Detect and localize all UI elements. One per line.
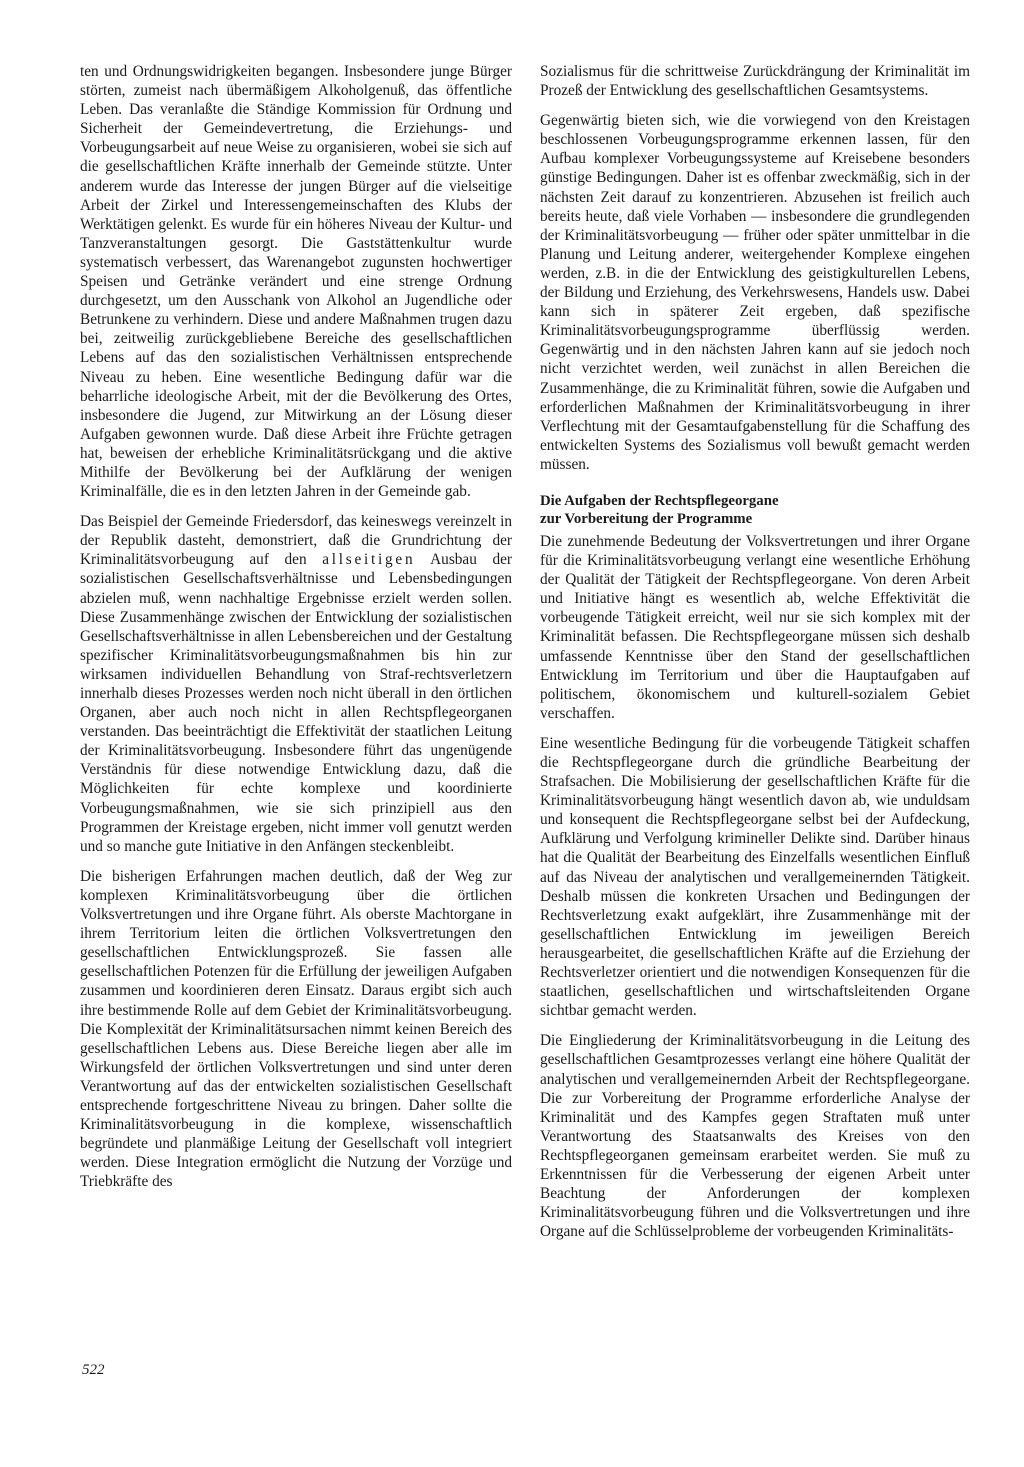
paragraph: Gegenwärtig bieten sich, wie die vorwiegend von den Kreistagen beschlossenen Vorbeugungsprogramme erkennen lassen, für den Aufbau komplexer Vorbeugungssysteme auf Kreisebene besonders günstige Bedingungen. Daher ist es offenbar zweckmäßig, sich in der nächsten Zeit darauf zu konzentrieren. Abzusehen ist freilich auch bereits heute, daß viele Vorhaben — insbesondere die grundlegenden der Kriminalitätsvorbeugung — früher oder später unmittelbar in die Planung und Leitung anderer, weitergehender Komplexe eingehen werden, z.B. in die der Entwicklung des geistigkulturellen Lebens, der Bildung und Erziehung, des Verkehrswesens, Handels usw. Dabei kann sich in späterer Zeit ergeben, daß spezifische Kriminalitätsvorbeugungsprogramme überflüssig werden. Gegenwärtig und in den nächsten Jahren kann auf sie jedoch noch nicht verzichtet werden, weil zunächst in allen Bereichen die Zusammenhänge, die zu Kriminalität führen, sowie die Aufgaben und erforderlichen Maßnahmen der Kriminalitätsvorbeugung in ihrer Verflechtung mit der Gesamtaufgabenstellung für die Schaffung des entwickelten Systems des Sozialismus voll bewußt gemacht werden müssen.	[540, 112, 970, 473]
section-heading	[540, 492, 970, 528]
paragraph	[80, 512, 512, 856]
paragraph: Eine wesentliche Bedingung für die vorbeugende Tätigkeit schaffen die Rechtspflegeorgane durch die gründliche Bearbeitung der Strafsachen. Die Mobilisierung der gesellschaftlichen Kräfte für die Kriminalitätsvorbeugung hängt wesentlich davon ab, wie unduldsam und konsequent die Rechtspflegeorgane selbst bei der Aufdeckung, Aufklärung und Verfolgung krimineller Delikte sind. Darüber hinaus hat die Qualität der Bearbeitung des Einzelfalls wesentlichen Einfluß auf das Niveau der analytischen und verallgemeinernden Tätigkeit. Deshalb müssen die konkreten Ursachen und Bedingungen der Rechtsverletzung exakt aufgeklärt, ihre Zusammenhänge mit der gesellschaftlichen Entwicklung im jeweiligen Bereich herausgearbeitet, die gesellschaftlichen Kräfte auf die Erziehung der Rechtsverletzer orientiert und die notwendigen Konsequenzen für die staatlichen, gesellschaftlichen und wirtschaftsleitenden Organe sichtbar gemacht werden.	[540, 734, 970, 1020]
section-heading-line: Die Aufgaben der Rechtspflegeorgane	[540, 492, 779, 509]
paragraph: Die zunehmende Bedeutung der Volksvertretungen und ihrer Organe für die Kriminalitätsvorbeugung verlangt eine wesentliche Erhöhung der Qualität der Tätigkeit der Rechtspflegeorgane. Von deren Arbeit und Initiative hängt es wesentlich ab, welche Effektivität die vorbeugende Tätigkeit erreicht, weil nur sie sich komplex mit der Kriminalität befassen. Die Rechtspflegeorgane müssen sich deshalb umfassende Kenntnisse über den Stand der gesellschaftlichen Entwicklung im Territorium und über die Hauptaufgaben auf politischem, ökonomischem und kulturell-sozialem Gebiet verschaffen.	[540, 532, 970, 722]
paragraph-text: Das Beispiel der Gemeinde Friedersdorf, das keineswegs vereinzelt in der Republik dasteht, demonstriert, daß die Grundrichtung der Kriminalitätsvorbeugung auf den	[80, 513, 512, 569]
paragraph: ten und Ordnungswidrigkeiten begangen. Insbesondere junge Bürger störten, zumeist nach übermäßigem Alkoholgenuß, das öffentliche Leben. Das veranlaßte die Ständige Kommission für Ordnung und Sicherheit der Gemeindevertretung, die Erziehungs- und Vorbeugungsarbeit auf neue Weise zu organisieren, wobei sie sich auf die gesellschaftlichen Kräfte innerhalb der Gemeinde stützte. Unter anderem wurde das Interesse der jungen Bürger auf die vielseitige Arbeit der Zirkel und Interessengemeinschaften des Klubs der Werktätigen gelenkt. Es wurde für ein höheres Niveau der Kultur- und Tanzveranstaltungen gesorgt. Die Gaststättenkultur wurde systematisch verbessert, das Warenangebot zugunsten hochwertiger Speisen und Getränke verändert und eine strenge Ordnung durchgesetzt, um den Ausschank von Alkohol an Jugendliche oder Betrunkene zu verhindern. Diese und andere Maßnahmen trugen dazu bei, zeitweilig zurückgebliebene Bereiche des gesellschaftlichen Lebens auf das den sozialistischen Verhältnissen entsprechende Niveau zu heben. Eine wesentliche Bedingung dafür war die beharrliche ideologische Arbeit, mit der die Bevölkerung des Ortes, insbesondere die Jugend, zur Mitwirkung an der Lösung dieser Aufgaben gewonnen wurde. Daß diese Arbeit ihre Früchte getragen hat, beweisen der erhebliche Kriminalitätsrückgang und die aktive Mithilfe der Bevölkerung bei der Aufklärung der wenigen Kriminalfälle, die es in den letzten Jahren in der Gemeinde gab.	[80, 63, 512, 501]
right-column	[540, 62, 970, 1241]
paragraph: Sozialismus für die schrittweise Zurückdrängung der Kriminalität im Prozeß der Entwicklung des gesellschaftlichen Gesamtsystems.	[540, 63, 970, 100]
paragraph: Die Eingliederung der Kriminalitätsvorbeugung in die Leitung des gesellschaftlichen Gesamtprozesses verlangt eine höhere Qualität der analytischen und verallgemeinernden Arbeit der Rechtspflegeorgane. Die zur Vorbereitung der Programme erforderliche Analyse der Kriminalität und des Kampfes gegen Straftaten muß unter Verantwortung des Staatsanwalts des Kreises von den Rechtspflegeorganen gemeinsam erarbeitet werden. Sie muß zu Erkenntnissen für die Verbesserung der eigenen Arbeit unter Beachtung der Anforderungen der komplexen Kriminalitätsvorbeugung führen und die Volksvertretungen und ihre Organe auf die Schlüsselprobleme der vorbeugenden Kriminalitäts-	[540, 1032, 970, 1241]
left-column	[80, 62, 512, 1191]
emphasized-word: allseitigen	[322, 551, 416, 569]
section-heading-line: zur Vorbereitung der Programme	[540, 510, 753, 527]
paragraph-text: Ausbau der sozialistischen Gesellschaftsverhältnisse und Lebensbedingungen abzielen muß, wenn nachhaltige Ergebnisse erzielt werden sollen. Diese Zusammenhänge zwischen der Entwicklung der sozialistischen Gesellschaftsverhältnisse in allen Lebensbereichen und der Gestaltung spezifischer Kriminalitätsvorbeugungsmaßnahmen bis hin zur wirksamen individuellen Behandlung von Straf-rechtsverletzern innerhalb dieses Prozesses werden noch nicht überall in den örtlichen Organen, aber auch noch nicht in allen Rechtspflegeorganen verstanden. Das beeinträchtigt die Effektivität der staatlichen Leitung der Kriminalitätsvorbeugung. Insbesondere führt das ungenügende Verständnis für diese notwendige Entwicklung dazu, daß die Möglichkeiten für echte komplexe und koordinierte Vorbeugungsmaßnahmen, wie sie sich prinzipiell aus den Programmen der Kreistage ergeben, nicht immer voll genutzt werden und so manche gute Initiative in den Anfängen steckenbleibt.	[80, 551, 512, 855]
paragraph: Die bisherigen Erfahrungen machen deutlich, daß der Weg zur komplexen Kriminalitätsvorbeugung über die örtlichen Volksvertretungen und ihre Organe führt. Als oberste Machtorgane in ihrem Territorium leiten die örtlichen Volksvertretungen den gesellschaftlichen Entwicklungsprozeß. Sie fassen alle gesellschaftlichen Potenzen für die Erfüllung der jeweiligen Aufgaben zusammen und koordinieren deren Einsatz. Daraus ergibt sich auch ihre bestimmende Rolle auf dem Gebiet der Kriminalitätsvorbeugung. Die Komplexität der Kriminalitätsursachen nimmt keinen Bereich des gesellschaftlichen Lebens aus. Diese Bereiche liegen aber alle im Wirkungsfeld der örtlichen Volksvertretungen und sind unter deren Verantwortung auf das der entwickelten sozialistischen Gesellschaft entsprechende fortgeschrittene Niveau zu bringen. Daher sollte die Kriminalitätsvorbeugung in die komplexe, wissenschaftlich begründete und planmäßige Leitung der Gesellschaft voll integriert werden. Diese Integration ermöglicht die Nutzung der Vorzüge und Triebkräfte des	[80, 867, 512, 1191]
page-number: 522	[82, 1362, 105, 1378]
